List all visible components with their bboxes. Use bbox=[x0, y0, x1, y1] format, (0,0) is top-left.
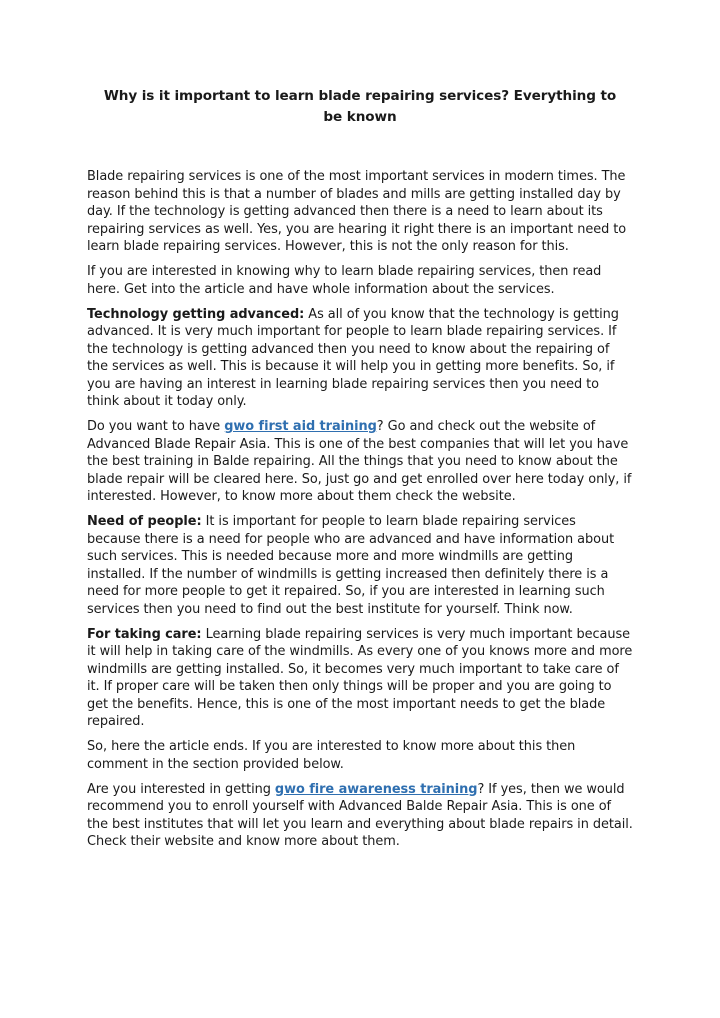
paragraph-text-before-link: Do you want to have bbox=[87, 419, 225, 434]
paragraph-text: As all of you know that the technology is getting advanced. It is very much important for people to learn blade repairing services. If the technology is getting advanced then you need to know about the repairing of the services as well. This is because it will help you in getting more benefits. So, if you are having an interest in learning blade repairing services then you need to think about it today only. bbox=[87, 306, 619, 409]
paragraph-text: Learning blade repairing services is very much important because it will help in taking care of the windmills. As every one of you knows more and more windmills are getting installed. So, it becomes very much important to take care of it. If proper care will be taken then only things will be proper and you are going to get the benefits. Hence, this is one of the most important needs to get the blade repaired. bbox=[87, 626, 633, 729]
taking-care-heading: For taking care: bbox=[87, 626, 202, 642]
technology-heading: Technology getting advanced: bbox=[87, 306, 305, 322]
reading-invitation-paragraph bbox=[87, 263, 633, 298]
paragraph-text-after-link: ? If yes, then we would recommend you to enroll yourself with Advanced Balde Repair Asia. This is one of the best institutes that will let you learn and everything about blade repairs in detail. Check their website and know more about them. bbox=[87, 781, 633, 849]
intro-paragraph bbox=[87, 168, 633, 256]
conclusion-paragraph bbox=[87, 738, 633, 773]
paragraph-text: If you are interested in knowing why to learn blade repairing services, then read here. Get into the article and have whole information about the services. bbox=[87, 264, 602, 297]
fire-awareness-paragraph bbox=[87, 781, 633, 851]
gwo-first-aid-training-link[interactable]: gwo first aid training bbox=[224, 419, 377, 434]
paragraph-text: So, here the article ends. If you are interested to know more about this then comment in the section provided below. bbox=[87, 739, 576, 772]
taking-care-paragraph bbox=[87, 626, 633, 731]
document-title: Why is it important to learn blade repairing services? Everything to be known bbox=[103, 88, 617, 125]
gwo-fire-awareness-training-link[interactable]: gwo fire awareness training bbox=[274, 781, 478, 797]
paragraph-text-after-link: ? Go and check out the website of Advanced Blade Repair Asia. This is one of the best companies that will let you have the best training in Balde repairing. All the things that you need to know about the blade repair will be cleared here. So, just go and get enrolled over here today only, if interested. However, to know more about them check the website. bbox=[87, 419, 632, 504]
first-aid-paragraph bbox=[87, 418, 633, 506]
document-page bbox=[87, 86, 633, 858]
paragraph-text: It is important for people to learn blade repairing services because there is a need for people who are advanced and have information about such services. This is needed because more and more windmills are getting installed. If the number of windmills is getting increased then definitely there is a need for more people to get it repaired. So, if you are interested in learning such services then you need to find out the best institute for yourself. Think now. bbox=[87, 514, 615, 617]
need-of-people-heading: Need of people: bbox=[87, 514, 202, 529]
paragraph-text: Blade repairing services is one of the most important services in modern times. The reason behind this is that a number of blades and mills are getting installed day by day. If the technology is getting advanced then there is a need to learn about its repairing services as well. Yes, you are hearing it right there is an important need to learn blade repairing services. However, this is not the only reason for this. bbox=[87, 169, 627, 254]
technology-paragraph bbox=[87, 306, 633, 411]
document-body bbox=[87, 168, 633, 851]
paragraph-text-before-link: Are you interested in getting bbox=[87, 781, 275, 797]
need-of-people-paragraph bbox=[87, 513, 633, 618]
